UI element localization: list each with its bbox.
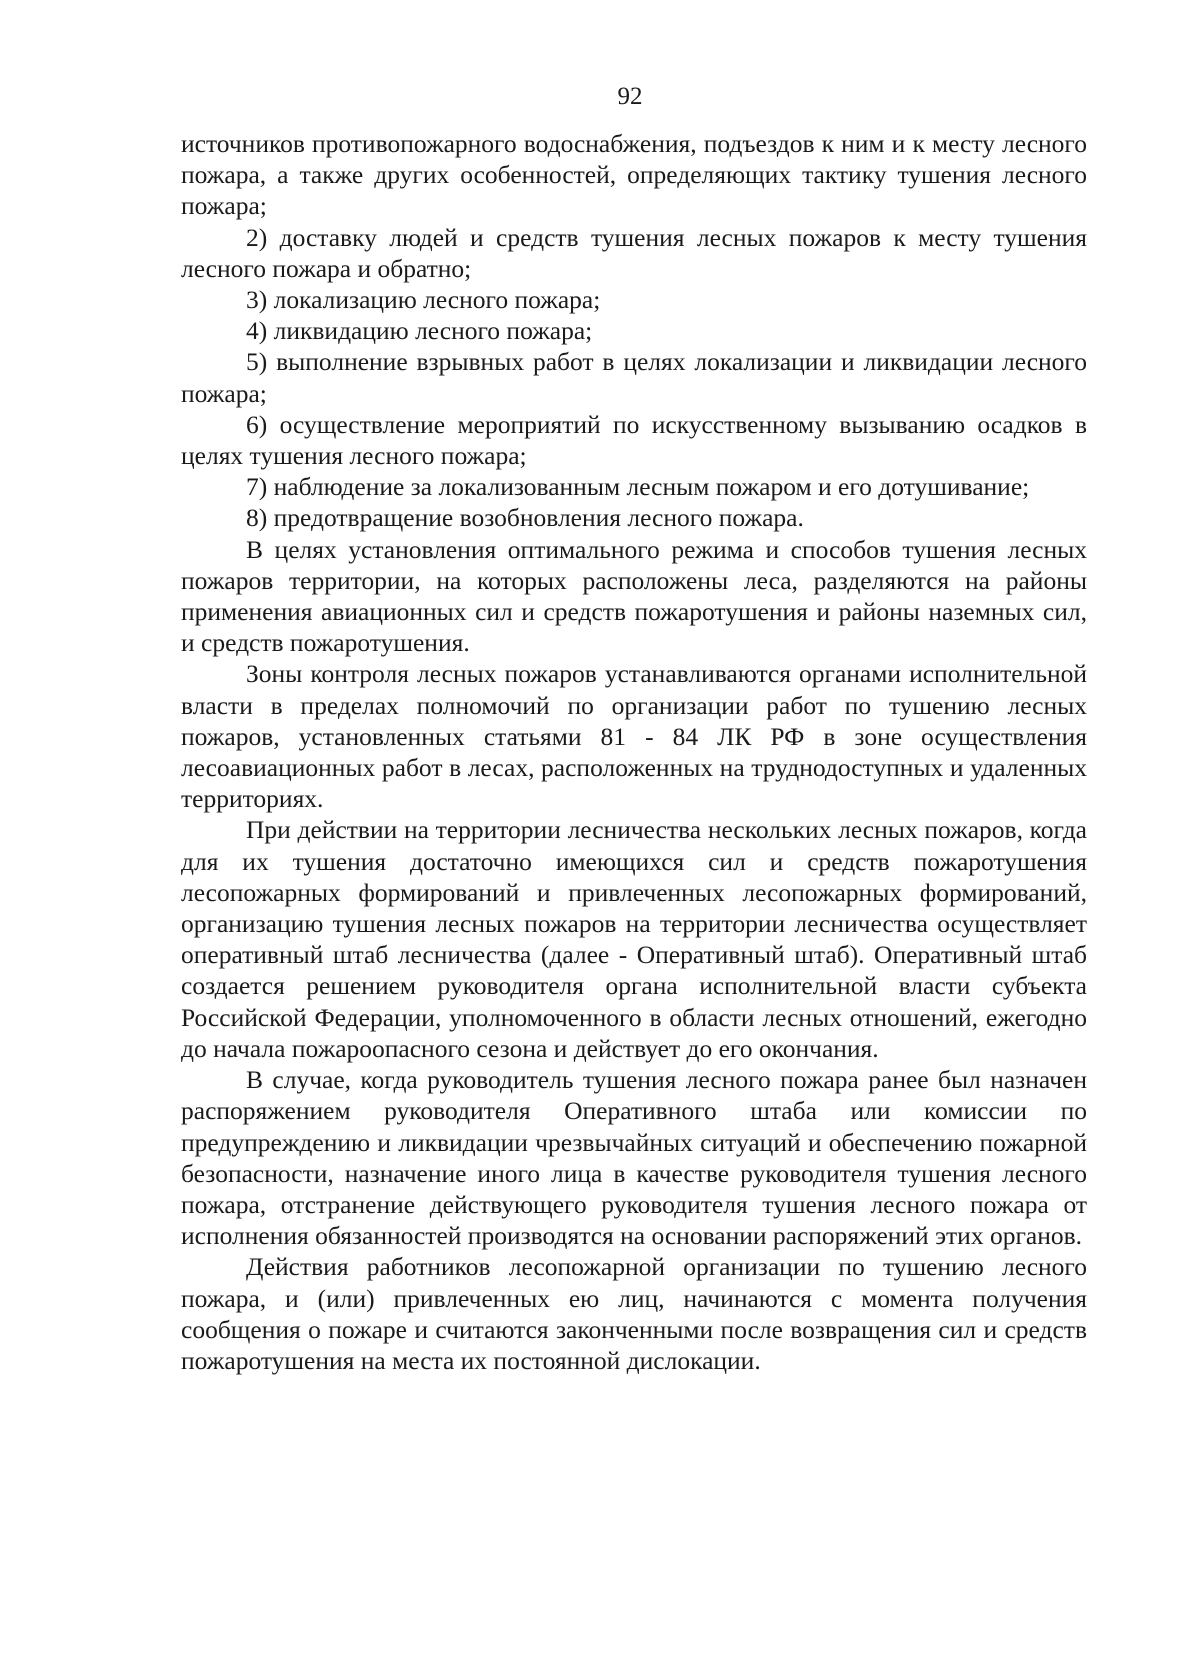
list-item-8: 8) предотвращение возобновления лесного пожара. [246,503,804,533]
list-item-4: 4) ликвидацию лесного пожара; [246,316,593,346]
paragraph-control-zones: Зоны контроля лесных пожаров устанавливаются органами исполнительной власти в пределах полномочий по организации работ по тушению лесных пожаров, установленных статьями 81 - 84 ЛК РФ в зоне осуществления лесоавиационных работ в лесах, расположенных на труднодоступных и удаленных территориях. [181,659,1087,814]
paragraph-operational-staff: При действии на территории лесничества нескольких лесных пожаров, когда для их тушения достаточно имеющихся сил и средств пожаротушения лесопожарных формирований и привлеченных лесопожарных формирований, организацию тушения лесных пожаров на территории лесничества осуществляет оперативный штаб лесничества (далее - Оперативный штаб). Оперативный штаб создается решением руководителя органа исполнительной власти субъекта Российской Федерации, уполномоченного в области лесных отношений, ежегодно до начала пожароопасного сезона и действует до его окончания. [181,815,1087,1063]
list-item-7: 7) наблюдение за локализованным лесным пожаром и его дотушивание; [246,472,1030,502]
paragraph-fire-leader: В случае, когда руководитель тушения лесного пожара ранее был назначен распоряжением руководителя Оперативного штаба или комиссии по предупреждению и ликвидации чрезвычайных ситуаций и обеспечению пожарной безопасности, назначение иного лица в качестве руководителя тушения лесного пожара, отстранение действующего руководителя тушения лесного пожара от исполнения обязанностей производятся на основании распоряжений этих органов. [181,1065,1087,1251]
page-number: 92 [617,83,643,110]
list-item-3: 3) локализацию лесного пожара; [246,285,601,315]
list-item-2: 2) доставку людей и средств тушения лесных пожаров к месту тушения лесного пожара и обратно; [181,222,1087,283]
document-body [181,128,1087,1376]
list-item-5: 5) выполнение взрывных работ в целях локализации и ликвидации лесного пожара; [181,347,1087,408]
paragraph-continuation: источников противопожарного водоснабжения, подъездов к ним и к месту лесного пожара, а также других особенностей, определяющих тактику тушения лесного пожара; [181,129,1087,221]
list-item-6: 6) осуществление мероприятий по искусственному вызыванию осадков в целях тушения лесного пожара; [181,409,1087,471]
paragraph-worker-actions: Действия работников лесопожарной организации по тушению лесного пожара, и (или) привлеченных ею лиц, начинаются с момента получения сообщения о пожаре и считаются законченными после возвращения сил и средств пожаротушения на места их постоянной дислокации. [181,1252,1087,1375]
paragraph-fire-regions: В целях установления оптимального режима и способов тушения лесных пожаров территории, на которых расположены леса, разделяются на районы применения авиационных сил и средств пожаротушения и районы наземных сил, и средств пожаротушения. [181,534,1087,658]
